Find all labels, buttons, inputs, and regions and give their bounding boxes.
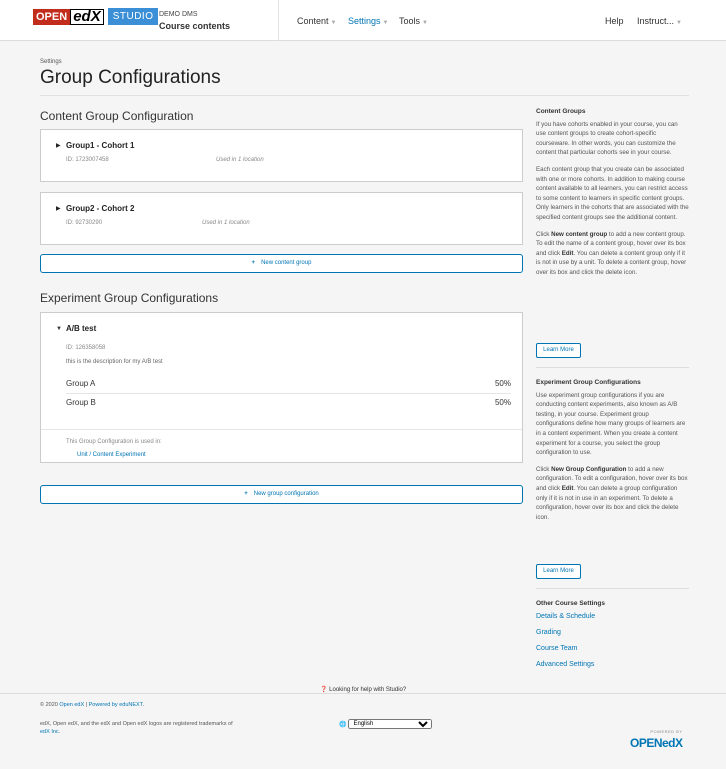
group-id: ID: 1723007458: [66, 157, 109, 163]
experiment-config-name[interactable]: A/B test: [66, 324, 97, 333]
group-name[interactable]: Group1 - Cohort 1: [66, 141, 135, 150]
link-course-team[interactable]: Course Team: [536, 645, 578, 652]
copyright: © 2020 Open edX | Powered by eduNEXT.: [40, 702, 144, 708]
experiment-group-name: Group B: [66, 398, 96, 407]
link-advanced-settings[interactable]: Advanced Settings: [536, 661, 595, 668]
caret-down-icon[interactable]: ▼: [56, 326, 62, 332]
caret-right-icon[interactable]: ▶: [56, 206, 61, 212]
caret-right-icon[interactable]: ▶: [56, 143, 61, 149]
sidebar-cg-p1: If you have cohorts enabled in your course, you can use content groups to create cohort-specific courseware. In other words, you can customize the content that particular cohorts see in your course.: [536, 120, 678, 157]
logo-edx-text: edX: [70, 9, 104, 25]
content-group-card[interactable]: [40, 192, 523, 245]
experiment-group-row: [66, 398, 511, 416]
powered-by-text: POWERED BY: [650, 729, 683, 734]
sidebar-other-settings: [536, 599, 689, 612]
learn-more-button[interactable]: Learn More: [536, 343, 581, 358]
globe-icon: 🌐: [339, 721, 347, 728]
experiment-config-description: this is the description for my A/B test: [66, 359, 163, 365]
nav-settings-label: Settings: [348, 16, 381, 26]
sidebar-content-groups: [536, 107, 689, 285]
group-name[interactable]: Group2 - Cohort 2: [66, 204, 135, 213]
chevron-down-icon: ▼: [422, 20, 428, 26]
experiment-group-percent: 50%: [494, 398, 511, 407]
sidebar-divider: [536, 367, 689, 368]
card-footer-divider: [41, 429, 522, 430]
course-org: DEMO DMS: [159, 11, 198, 18]
chevron-down-icon: ▼: [676, 20, 682, 26]
studio-help-link[interactable]: [316, 686, 410, 693]
plus-icon: +: [244, 491, 248, 497]
group-usage: Used in 1 location: [216, 157, 264, 163]
group-usage: Used in 1 location: [202, 220, 250, 226]
experiment-group-row: [66, 379, 511, 397]
footer-divider: [0, 693, 726, 694]
sidebar-cg-title: Content Groups: [536, 108, 586, 115]
new-content-group-button[interactable]: [40, 254, 523, 273]
new-group-configuration-label: New group configuration: [253, 491, 319, 497]
sidebar-cg-p2: Each content group that you create can be associated with one or more cohorts. In addition to making course content available to all learners, you can restrict access to some content to learners in specific content groups. Only learners in the cohorts that are associated with the specified content groups see the additional content.: [536, 165, 689, 221]
plus-icon: +: [251, 260, 256, 266]
used-in-link[interactable]: Unit / Content Experiment: [77, 452, 146, 458]
header-divider: [278, 0, 279, 41]
row-divider: [66, 393, 511, 394]
experiment-config-id: ID: 126358058: [66, 345, 106, 351]
experiment-group-percent: 50%: [494, 379, 511, 388]
logo-studio-badge: STUDIO: [108, 8, 159, 25]
sidebar-divider: [536, 588, 689, 589]
group-id: ID: 92730290: [66, 220, 103, 226]
new-group-configuration-button[interactable]: [40, 485, 523, 504]
studio-help-text: Looking for help with Studio?: [329, 687, 407, 693]
nav-settings[interactable]: [348, 16, 388, 26]
nav-content-label: Content: [297, 16, 329, 26]
sidebar-experiment-groups: [536, 378, 689, 529]
new-content-group-label: New content group: [261, 260, 312, 266]
edx-inc-link[interactable]: edX Inc: [40, 729, 59, 735]
sidebar-eg-p1: Use experiment group configurations if you are conducting content experiments, also known as A/B testing, in your course. Experiment group configurations define how many groups of learners are in a content experiment. When you create a content experiment for a course, you select the group configuration to use.: [536, 391, 686, 457]
used-in-label: This Group Configuration is used in:: [66, 439, 162, 445]
top-header: [0, 0, 726, 41]
course-title[interactable]: Course contents: [159, 21, 231, 31]
page-title: Group Configurations: [40, 67, 221, 88]
open-edx-link[interactable]: Open edX: [59, 702, 85, 708]
link-grading[interactable]: Grading: [536, 629, 561, 636]
link-details-schedule[interactable]: Details & Schedule: [536, 613, 596, 620]
studio-logo[interactable]: [33, 8, 158, 25]
language-selector[interactable]: [339, 719, 432, 729]
experiment-group-heading: Experiment Group Configurations: [40, 291, 219, 305]
content-group-card[interactable]: [40, 129, 523, 182]
chevron-down-icon: ▼: [382, 20, 389, 26]
help-link[interactable]: Help: [605, 16, 624, 26]
sidebar-cg-p3: Click New content group to add a new content group. To edit the name of a content group, hover over its box and click Edit. You can delete a content group only if it is not in use by a unit. To delete a content group, hover over its box and click the delete icon.: [536, 230, 687, 276]
page-subtitle: Settings: [40, 59, 62, 65]
experiment-config-card[interactable]: [40, 312, 523, 463]
experiment-group-name: Group A: [66, 379, 96, 388]
nav-content[interactable]: [297, 16, 336, 26]
user-menu-label: Instruct...: [637, 16, 675, 26]
chevron-down-icon: ▼: [330, 20, 337, 26]
language-select[interactable]: [348, 719, 432, 729]
nav-tools-label: Tools: [399, 16, 421, 26]
help-circle-icon: ❓: [320, 687, 328, 693]
learn-more-button[interactable]: Learn More: [536, 564, 581, 579]
title-divider: [40, 95, 689, 96]
sidebar-eg-title: Experiment Group Configurations: [536, 379, 641, 386]
edunext-link[interactable]: Powered by eduNEXT: [88, 702, 143, 708]
content-group-heading: Content Group Configuration: [40, 109, 194, 123]
user-menu[interactable]: [637, 16, 682, 26]
logo-open-text: OPEN: [33, 9, 70, 25]
sidebar-other-title: Other Course Settings: [536, 600, 605, 607]
openedx-brand: OPENedX: [630, 736, 683, 750]
nav-tools[interactable]: [399, 16, 428, 26]
trademark-notice: edX, Open edX, and the edX and Open edX logos are registered trademarks of edX Inc.: [40, 721, 233, 735]
powered-by-logo[interactable]: [630, 729, 683, 752]
sidebar-eg-p2: Click New Group Configuration to add a new configuration. To edit a configuration, hover over its box and click Edit. You can delete a group configuration only if it is not in use in an experiment. To delete a configuration, hover over its box and click the delete icon.: [536, 465, 688, 521]
